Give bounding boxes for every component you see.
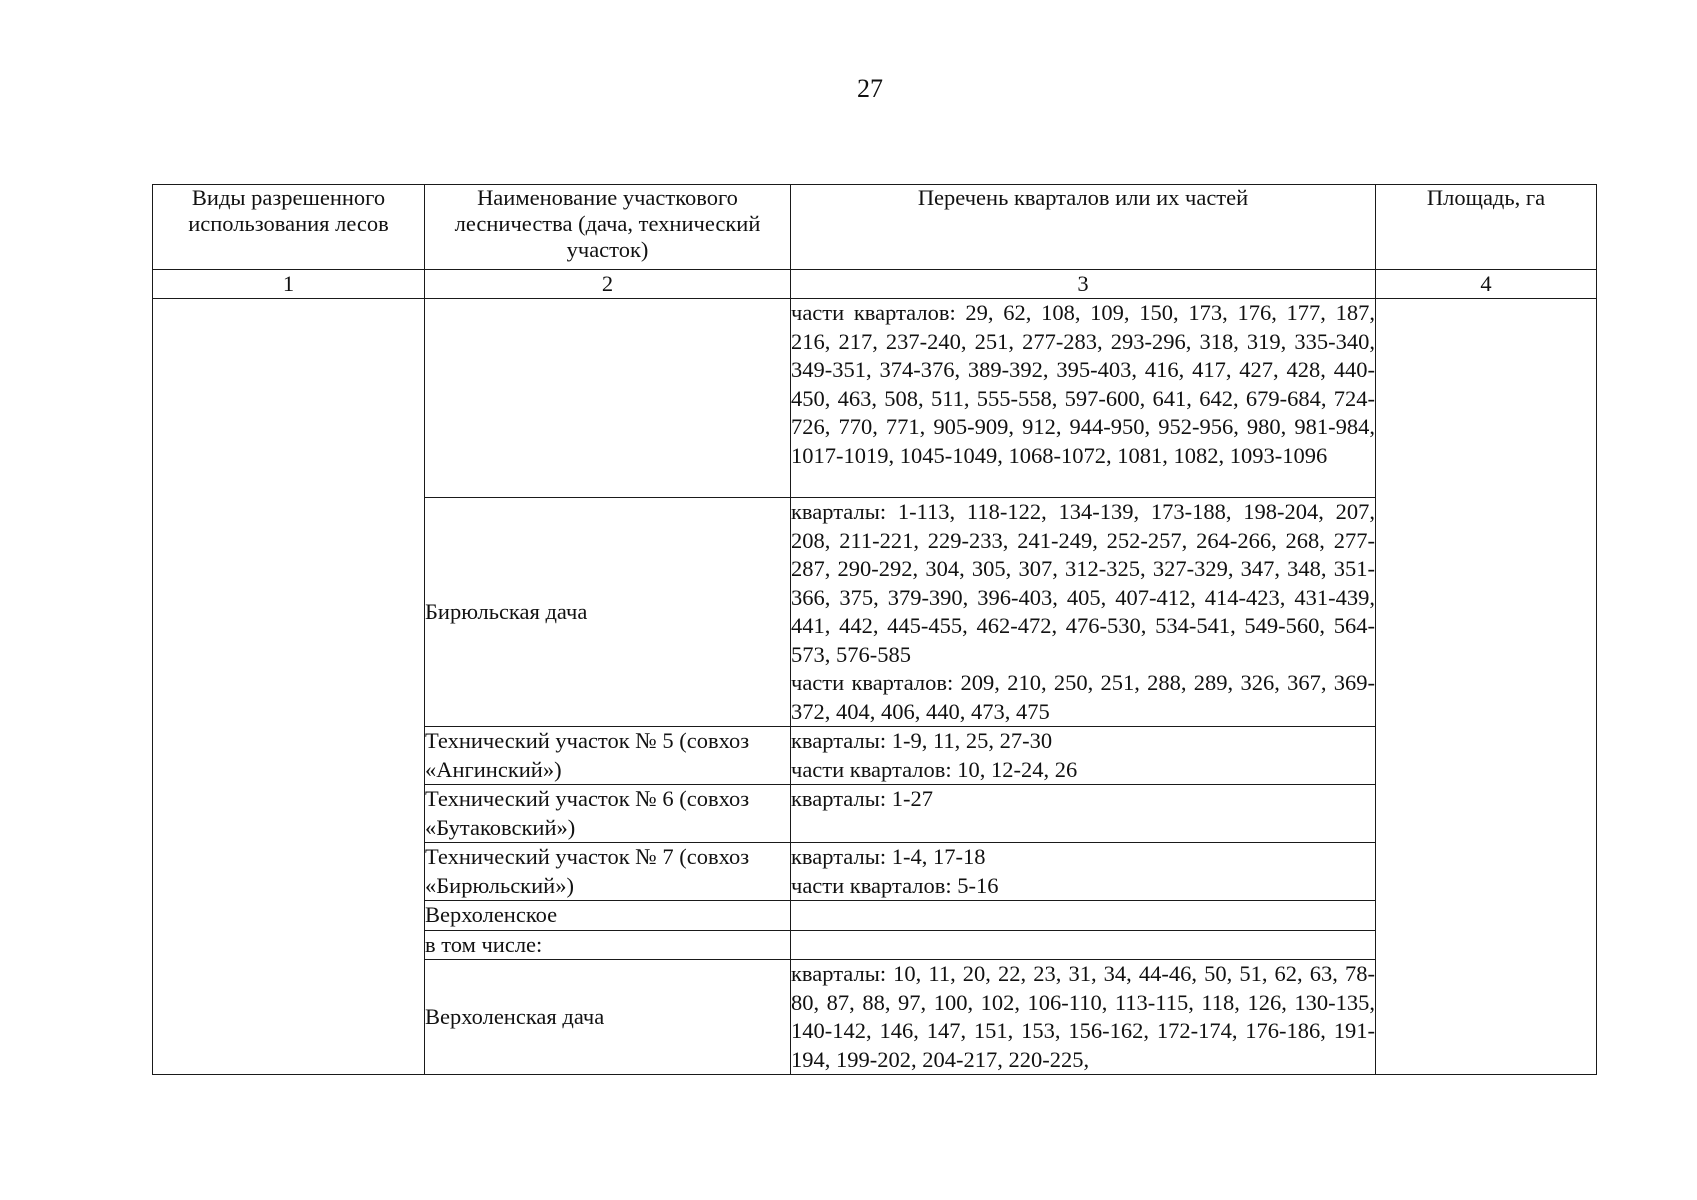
quarter-list-line: части кварталов: 209, 210, 250, 251, 288, 289, 326, 367, 369-372, 404, 406, 440, 473, 475 xyxy=(791,670,1375,724)
quarter-list-cell xyxy=(791,299,1376,498)
column-number-2: 2 xyxy=(425,270,791,299)
use-type-cell xyxy=(153,299,425,1075)
header-col3: Перечень кварталов или их частей xyxy=(791,185,1376,270)
quarter-list-line: кварталы: 1-27 xyxy=(791,786,933,811)
district-name-cell: Бирюльская дача xyxy=(425,498,791,727)
district-name-cell xyxy=(425,299,791,498)
table-row xyxy=(153,299,1597,498)
quarter-list-cell xyxy=(791,843,1376,901)
quarter-list-line: кварталы: 1-113, 118-122, 134-139, 173-188, 198-204, 207, 208, 211-221, 229-233, 241-249, 252-257, 264-266, 268, 277-287, 290-292, 304, 305, 307, 312-325, 327-329, 347, 348, 351-366, 375, 379-390, 396-403, 405, 407-412, 414-423, 431-439, 441, 442, 445-455, 462-472, 476-530, 534-541, 549-560, 564-573, 576-585 xyxy=(791,499,1375,667)
header-col2: Наименование участкового лесничества (дача, технический участок) xyxy=(425,185,791,270)
district-name-cell: Верхоленская дача xyxy=(425,960,791,1075)
quarter-list-line: кварталы: 1-9, 11, 25, 27-30 xyxy=(791,728,1053,753)
district-name-cell: Верхоленское xyxy=(425,901,791,931)
district-name-cell: в том числе: xyxy=(425,930,791,960)
quarter-list-cell xyxy=(791,960,1376,1075)
column-number-1: 1 xyxy=(153,270,425,299)
district-name-cell: Технический участок № 6 (совхоз «Бутаковский») xyxy=(425,785,791,843)
district-name-cell: Технический участок № 7 (совхоз «Бирюльский») xyxy=(425,843,791,901)
quarter-list-cell xyxy=(791,727,1376,785)
header-col4: Площадь, га xyxy=(1376,185,1597,270)
quarter-list-cell xyxy=(791,901,1376,931)
forest-use-table xyxy=(152,184,1597,1075)
quarter-list-line: кварталы: 1-4, 17-18 xyxy=(791,844,986,869)
page-number: 27 xyxy=(857,74,883,103)
quarter-list-line: кварталы: 10, 11, 20, 22, 23, 31, 34, 44-46, 50, 51, 62, 63, 78-80, 87, 88, 97, 100, 102, 106-110, 113-115, 118, 126, 130-135, 140-142, 146, 147, 151, 153, 156-162, 172-174, 176-186, 191-194, 199-202, 204-217, 220-225, xyxy=(791,961,1375,1072)
district-name-cell: Технический участок № 5 (совхоз «Ангинский») xyxy=(425,727,791,785)
quarter-list-cell xyxy=(791,498,1376,727)
quarter-list-line: части кварталов: 10, 12-24, 26 xyxy=(791,756,1078,782)
column-number-row xyxy=(153,270,1597,299)
area-cell xyxy=(1376,299,1597,1075)
header-col1: Виды разрешенного использования лесов xyxy=(153,185,425,270)
column-number-4: 4 xyxy=(1376,270,1597,299)
quarter-list-line: части кварталов: 29, 62, 108, 109, 150, 173, 176, 177, 187, 216, 217, 237-240, 251, 277-283, 293-296, 318, 319, 335-340, 349-351, 374-376, 389-392, 395-403, 416, 417, 427, 428, 440-450, 463, 508, 511, 555-558, 597-600, 641, 642, 679-684, 724-726, 770, 771, 905-909, 912, 944-950, 952-956, 980, 981-984, 1017-1019, 1045-1049, 1068-1072, 1081, 1082, 1093-1096 xyxy=(791,300,1375,468)
column-number-3: 3 xyxy=(791,270,1376,299)
quarter-list-cell xyxy=(791,930,1376,960)
quarter-list-line: части кварталов: 5-16 xyxy=(791,872,999,898)
header-row xyxy=(153,185,1597,270)
quarter-list-cell xyxy=(791,785,1376,843)
